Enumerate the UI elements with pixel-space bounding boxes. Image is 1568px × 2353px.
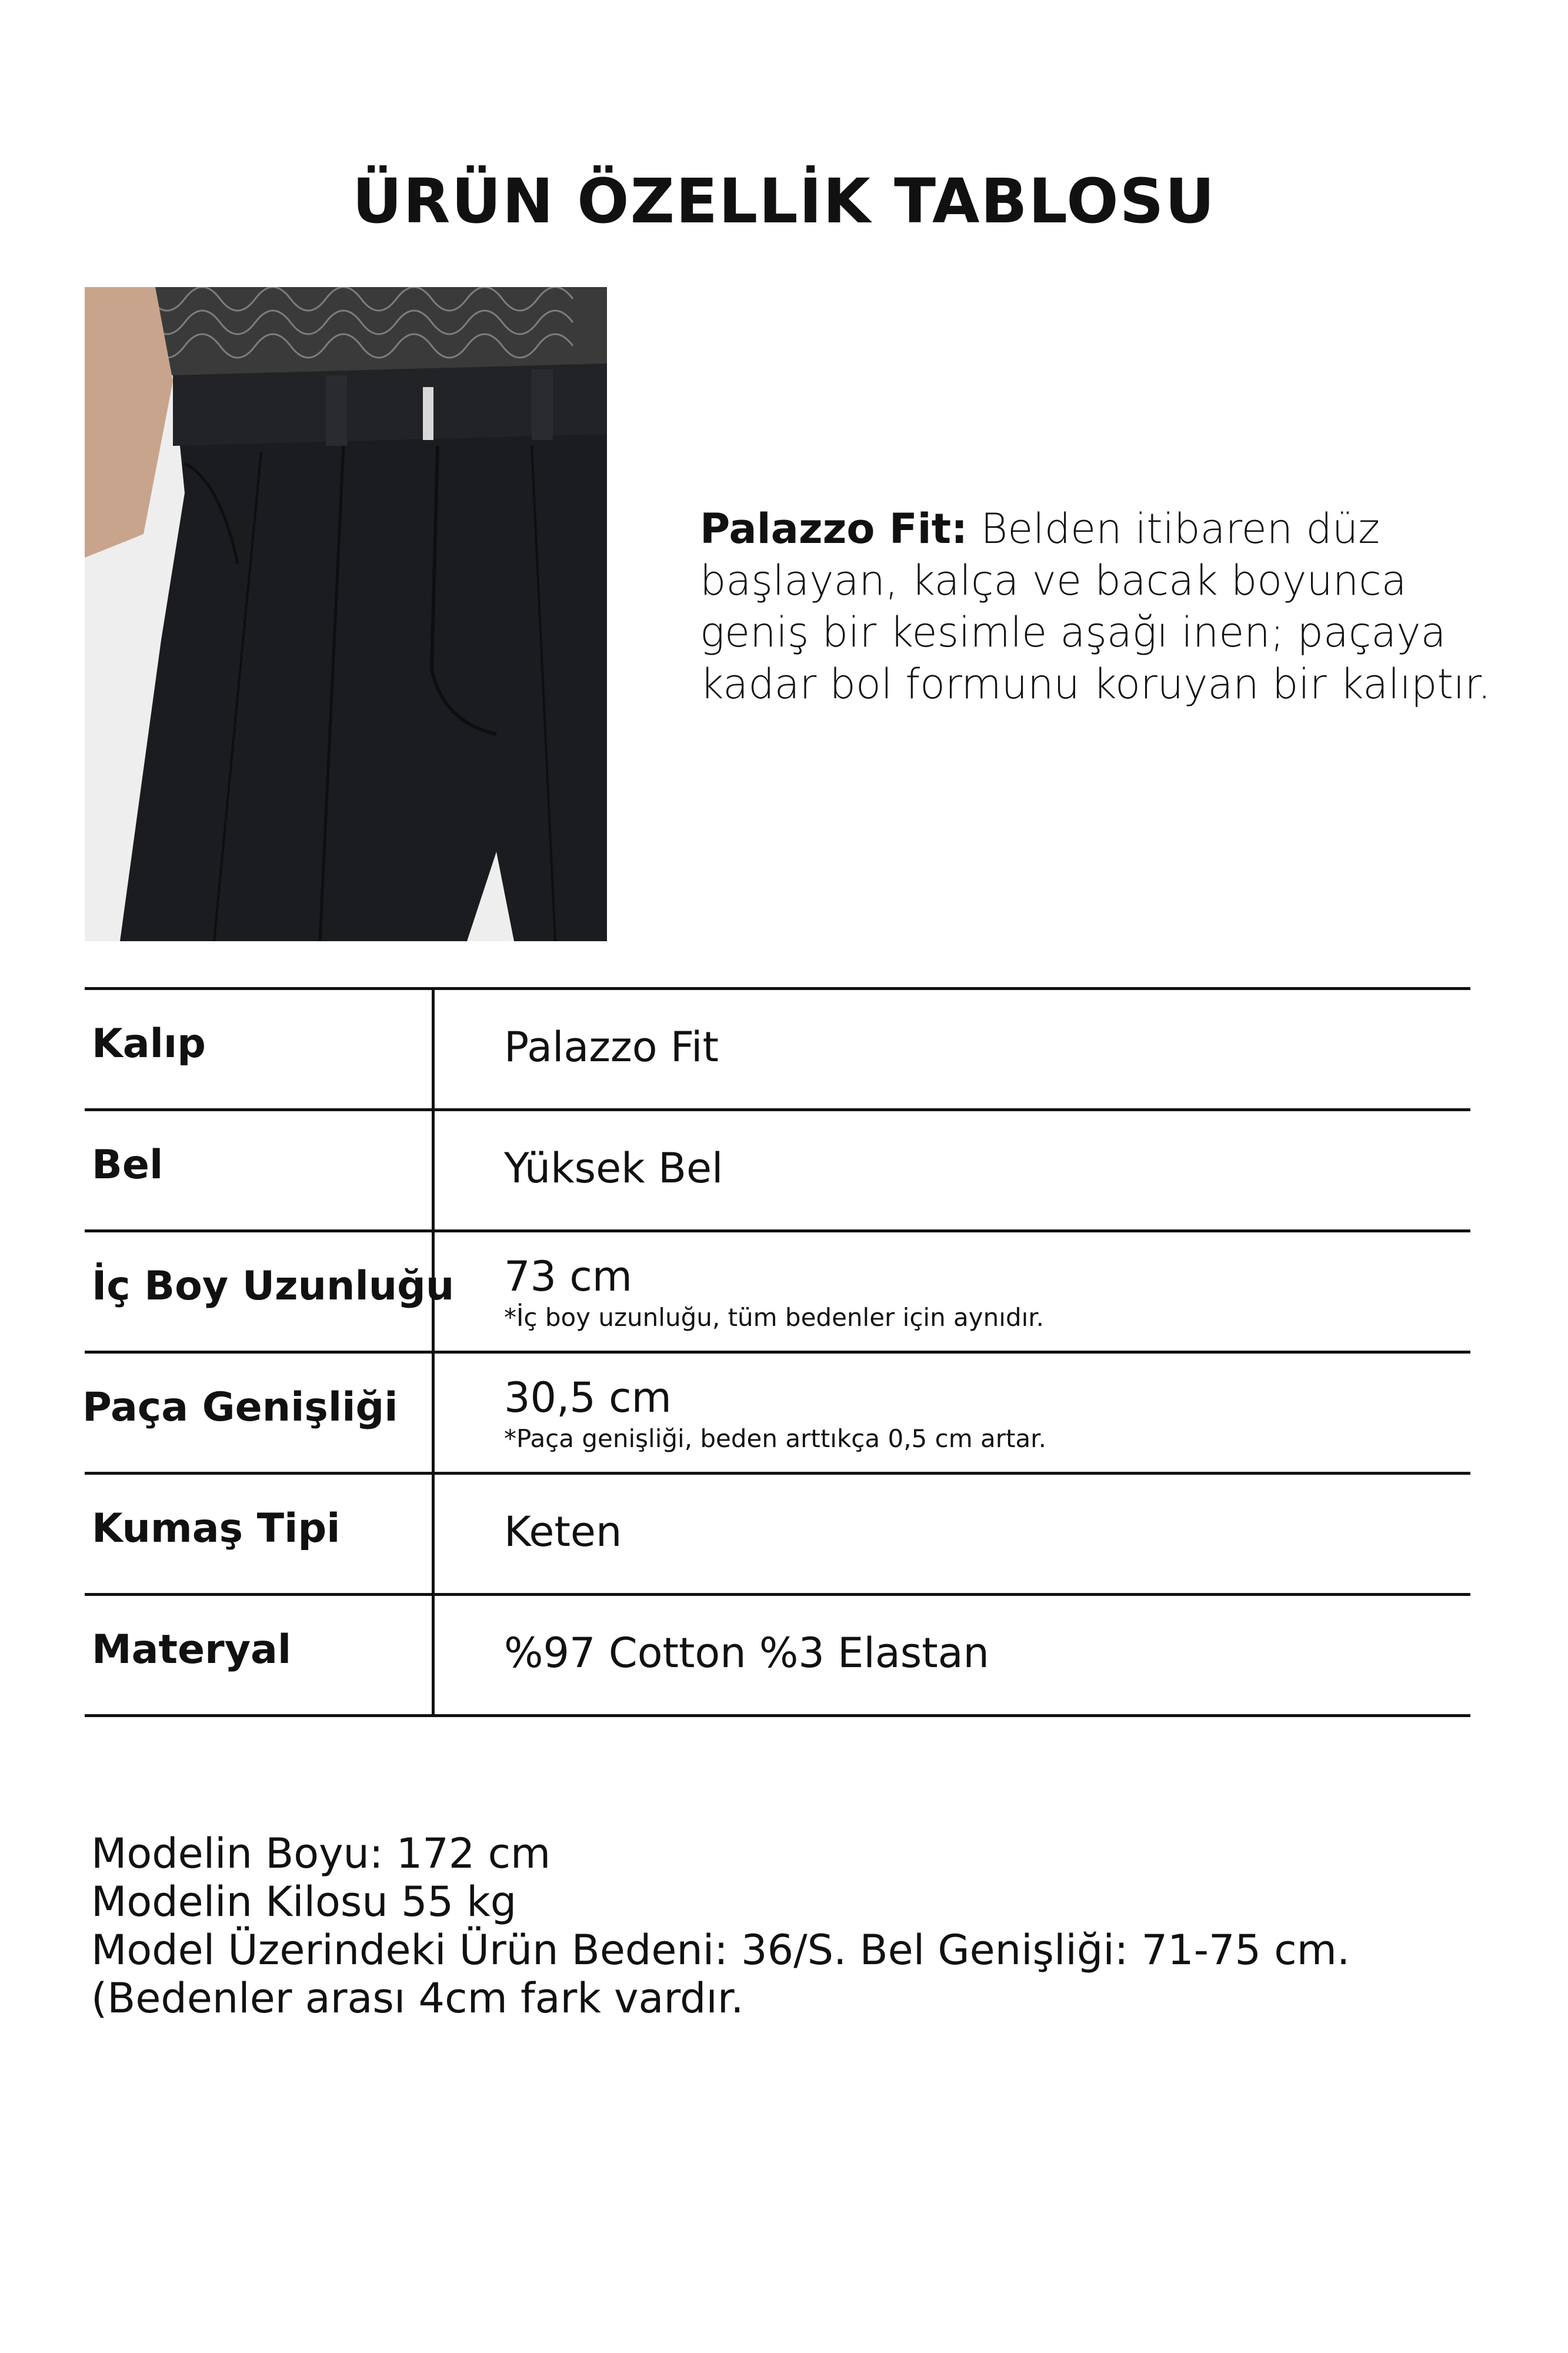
spec-value: Yüksek Bel — [504, 1144, 723, 1192]
spec-note: *İç boy uzunluğu, tüm bedenler için aynıdır. — [504, 1303, 1045, 1332]
spec-row-kalip — [85, 990, 1470, 1111]
spec-label: Kalıp — [92, 1021, 206, 1067]
model-weight: Modelin Kilosu 55 kg — [91, 1878, 517, 1926]
spec-value: Keten — [504, 1508, 622, 1556]
fit-description — [700, 503, 1500, 710]
fit-description-label: Palazzo Fit: — [700, 505, 968, 553]
spec-label: Bel — [92, 1142, 164, 1188]
fit-description-text: Belden itibaren düz başlayan, kalça ve bacak boyunca geniş bir kesimle aşağı inen; paçaya kadar bol formunu koruyan bir kalıptır. — [700, 505, 1491, 708]
spec-row-paca — [82, 1354, 1470, 1475]
spec-row-bel — [85, 1111, 1470, 1232]
spec-label: İç Boy Uzunluğu — [92, 1263, 455, 1309]
spec-row-materyal — [85, 1596, 1470, 1717]
spec-label: Paça Genişliği — [82, 1384, 398, 1431]
model-height: Modelin Boyu: 172 cm — [91, 1829, 551, 1878]
spec-label: Kumaş Tipi — [92, 1505, 341, 1552]
spec-row-kumas — [85, 1475, 1470, 1596]
spec-row-ic-boy — [85, 1232, 1470, 1354]
spec-value: 30,5 cm — [504, 1374, 672, 1422]
model-size: Model Üzerindeki Ürün Bedeni: 36/S. Bel Genişliği: 71-75 cm. (Bedenler arası 4cm fark vardır. — [91, 1926, 1350, 2022]
spec-table — [82, 987, 1470, 1717]
spec-value: %97 Cotton %3 Elastan — [504, 1629, 989, 1677]
spec-value: 73 cm — [504, 1252, 632, 1301]
model-info — [91, 1829, 1479, 2022]
trousers-image-icon — [85, 287, 607, 941]
product-photo — [85, 287, 607, 941]
spec-label: Materyal — [92, 1627, 292, 1673]
page-title: ÜRÜN ÖZELLİK TABLOSU — [352, 165, 1216, 237]
spec-value: Palazzo Fit — [504, 1023, 719, 1071]
spec-note: *Paça genişliği, beden arttıkça 0,5 cm artar. — [504, 1424, 1046, 1453]
